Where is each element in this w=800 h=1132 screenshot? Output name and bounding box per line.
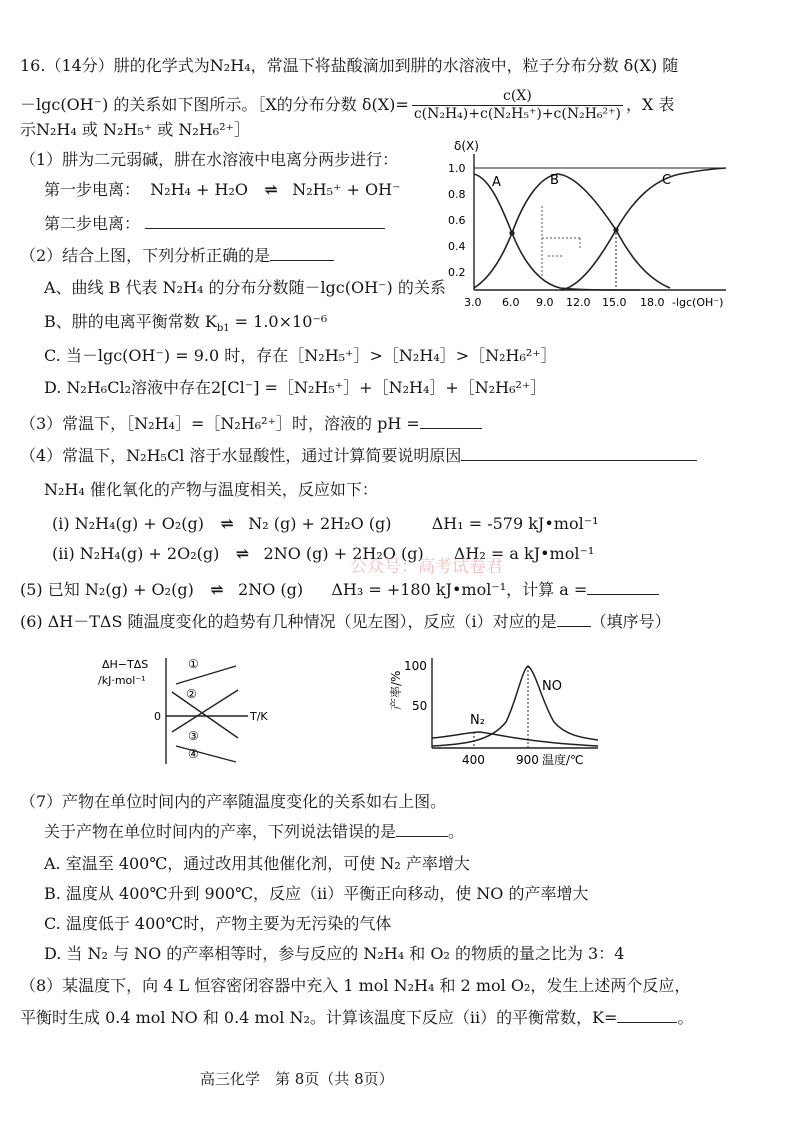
part3 bbox=[20, 414, 482, 434]
gibbs-trend-chart bbox=[96, 652, 286, 770]
equilibrium-arrow-icon: ⇌ bbox=[210, 580, 222, 599]
curve-c-label: C bbox=[662, 173, 672, 188]
chart2-ylabel-unit: /kJ·mol⁻¹ bbox=[98, 674, 146, 687]
step1-lhs: N₂H₄ + H₂O bbox=[150, 180, 249, 199]
part7-question-text: 关于产物在单位时间内的产率，下列说法错误的是 bbox=[44, 822, 397, 841]
part7-answer-blank[interactable] bbox=[396, 822, 448, 837]
reaction-i-dh: ΔH₁ = -579 kJ•mol⁻¹ bbox=[431, 514, 599, 533]
step2-equation bbox=[44, 214, 385, 234]
line-3-label: ③ bbox=[188, 729, 199, 743]
option-7b: B. 温度从 400℃升到 900℃，反应（ii）平衡正向移动，使 NO 的产率增大 bbox=[44, 884, 589, 903]
curve-no bbox=[432, 666, 598, 746]
part7-title: （7）产物在单位时间内的产率随温度变化的关系如右上图。 bbox=[20, 792, 447, 811]
part8-line2 bbox=[20, 1008, 693, 1028]
option-2a: A、曲线 B 代表 N₂H₄ 的分布分数随－lgc(OH⁻) 的关系 bbox=[44, 278, 446, 297]
part7-question-tail: 。 bbox=[448, 822, 465, 841]
distribution-fraction bbox=[412, 88, 623, 123]
step1-label: 第一步电离： bbox=[44, 180, 141, 199]
intersection-ab bbox=[509, 230, 514, 235]
chart2-xlabel: T/K bbox=[250, 710, 268, 723]
part2-answer-blank[interactable] bbox=[270, 246, 334, 261]
chart1-ytick: 0.6 bbox=[448, 214, 466, 227]
reaction-ii-rhs: 2NO (g) + 2H₂O (g) bbox=[263, 544, 424, 563]
reaction-i-lhs: (i) N₂H₄(g) + O₂(g) bbox=[52, 514, 205, 533]
reaction-i bbox=[52, 514, 599, 534]
reaction-ii-lhs: (ii) N₂H₄(g) + 2O₂(g) bbox=[52, 544, 220, 563]
watermark: 公众号：高考试卷君 bbox=[350, 557, 503, 577]
part5-dh: ΔH₃ = +180 kJ•mol⁻¹，计算 a = bbox=[331, 580, 588, 599]
fraction-denominator: c(N₂H₄)+c(N₂H₅⁺)+c(N₂H₆²⁺) bbox=[413, 106, 622, 122]
chart1-ytick: 0.4 bbox=[448, 240, 466, 253]
chart2-ylabel: ΔH−TΔS bbox=[102, 658, 149, 671]
curve-b bbox=[474, 174, 670, 288]
part8-line2-text: 平衡时生成 0.4 mol NO 和 0.4 mol N₂。计算该温度下反应（ii）的平衡常数，K= bbox=[20, 1008, 618, 1027]
q16-line1: 16.（14分）肼的化学式为N₂H₄，常温下将盐酸滴加到肼的水溶液中，粒子分布分数 δ(X) 随 bbox=[20, 56, 679, 75]
option-2b-value: = 1.0×10⁻⁶ bbox=[229, 312, 328, 331]
part3-answer-blank[interactable] bbox=[420, 414, 482, 429]
chart1-xlabel: -lgc(OH⁻) bbox=[672, 296, 724, 309]
chart1-ytick: 0.2 bbox=[448, 266, 466, 279]
chart1-xtick: 3.0 bbox=[464, 296, 482, 309]
part6-answer-blank[interactable] bbox=[557, 612, 591, 627]
option-2c: C. 当－lgc(OH⁻) = 9.0 时，存在［N₂H₅⁺］>［N₂H₄］>［N₂H₆²⁺］ bbox=[44, 346, 557, 365]
yield-temperature-chart bbox=[384, 652, 624, 772]
chart1-ytick: 0.8 bbox=[448, 188, 466, 201]
option-2b bbox=[44, 312, 328, 335]
part4-answer-blank[interactable] bbox=[461, 446, 697, 461]
option-2d: D. N₂H₆Cl₂溶液中存在2[Cl⁻] =［N₂H₅⁺］+［N₂H₄］+［N₂H₆²⁺］ bbox=[44, 378, 547, 397]
chart3-ylabel: 产率/% bbox=[389, 670, 403, 710]
reaction-ii-dh: ΔH₂ = a kJ•mol⁻¹ bbox=[453, 544, 595, 563]
curve-a-label: A bbox=[492, 175, 501, 190]
fraction-numerator: c(X) bbox=[412, 88, 623, 106]
chart1-xticks bbox=[464, 296, 723, 309]
q16-line2-text: －lgc(OH⁻) 的关系如下图所示。［X的分布分数 δ(X)= bbox=[20, 95, 409, 114]
part5 bbox=[20, 580, 659, 600]
equilibrium-arrow-icon: ⇌ bbox=[264, 180, 276, 199]
intersection-bc bbox=[613, 227, 618, 232]
distribution-fraction-chart bbox=[440, 138, 750, 316]
chart1-xtick: 12.0 bbox=[566, 296, 591, 309]
option-7c: C. 温度低于 400℃时，产物主要为无污染的气体 bbox=[44, 914, 392, 933]
page-footer: 高三化学 第 8页（共 8页） bbox=[200, 1070, 394, 1088]
part8-line1: （8）某温度下，向 4 L 恒容密闭容器中充入 1 mol N₂H₄ 和 2 mol O₂，发生上述两个反应， bbox=[20, 976, 691, 995]
part5-rhs: 2NO (g) bbox=[238, 580, 304, 599]
chart1-xtick: 9.0 bbox=[536, 296, 554, 309]
chart1-xtick: 18.0 bbox=[640, 296, 665, 309]
part2-title-text: （2）结合上图，下列分析正确的是 bbox=[20, 246, 271, 265]
line-3 bbox=[172, 692, 238, 738]
chart1-xtick: 6.0 bbox=[502, 296, 520, 309]
chart1-ytick: 1.0 bbox=[448, 162, 466, 175]
q16-line3: 示N₂H₄ 或 N₂H₅⁺ 或 N₂H₆²⁺］ bbox=[20, 120, 250, 139]
part1-title: （1）肼为二元弱碱，肼在水溶液中电离分两步进行： bbox=[20, 150, 399, 169]
chart3-xtick: 900 bbox=[516, 753, 539, 767]
option-7d: D. 当 N₂ 与 NO 的产率相等时，参与反应的 N₂H₄ 和 O₂ 的物质的量之比为 3：4 bbox=[44, 944, 625, 963]
equilibrium-arrow-icon: ⇌ bbox=[220, 514, 232, 533]
step1-rhs: N₂H₅⁺ + OH⁻ bbox=[292, 180, 401, 199]
part2-title bbox=[20, 246, 334, 266]
q16-line2-tail: ，X 表 bbox=[626, 95, 675, 114]
reaction-ii bbox=[52, 544, 594, 564]
curve-no-label: NO bbox=[542, 679, 562, 694]
option-2b-text: B、肼的电离平衡常数 K bbox=[44, 312, 217, 331]
line-4 bbox=[176, 746, 236, 762]
reactions-intro: N₂H₄ 催化氧化的产物与温度相关，反应如下： bbox=[44, 480, 378, 499]
part6-tail: （填序号） bbox=[590, 612, 671, 631]
equilibrium-arrow-icon: ⇌ bbox=[235, 544, 248, 563]
line-2 bbox=[172, 690, 238, 732]
chart3-ytick: 50 bbox=[412, 699, 428, 713]
part6 bbox=[20, 612, 671, 632]
part5-answer-blank[interactable] bbox=[587, 580, 659, 595]
part3-text: （3）常温下，［N₂H₄］=［N₂H₆²⁺］时，溶液的 pH = bbox=[20, 414, 420, 433]
chart3-ytick: 100 bbox=[404, 659, 427, 673]
chart1-xtick: 15.0 bbox=[602, 296, 627, 309]
chart3-xtick: 400 bbox=[462, 753, 485, 767]
curve-b-label: B bbox=[550, 173, 559, 188]
chart3-xlabel: 温度/℃ bbox=[542, 753, 584, 767]
part4 bbox=[20, 446, 697, 466]
line-2-label: ② bbox=[186, 687, 197, 701]
part4-text: （4）常温下，N₂H₅Cl 溶于水显酸性，通过计算简要说明原因 bbox=[20, 446, 462, 465]
part5-lhs: (5) 已知 N₂(g) + O₂(g) bbox=[20, 580, 194, 599]
step2-label: 第二步电离： bbox=[44, 214, 141, 233]
q16-line2 bbox=[20, 88, 675, 123]
part6-text: (6) ΔH－TΔS 随温度变化的趋势有几种情况（见左图），反应（i）对应的是 bbox=[20, 612, 557, 631]
part8-line2-tail: 。 bbox=[677, 1008, 694, 1027]
option-2b-subscript: b1 bbox=[216, 323, 230, 335]
line-4-label: ④ bbox=[188, 747, 199, 761]
line-1 bbox=[176, 666, 236, 684]
step2-answer-blank[interactable] bbox=[145, 214, 385, 229]
chart1-ylabel: δ(X) bbox=[454, 139, 479, 153]
step1-equation bbox=[44, 180, 401, 200]
option-7a: A. 室温至 400℃，通过改用其他催化剂，可使 N₂ 产率增大 bbox=[44, 854, 470, 873]
part7-question bbox=[44, 822, 464, 842]
line-1-label: ① bbox=[188, 657, 199, 671]
curve-n2-label: N₂ bbox=[470, 713, 485, 728]
part8-answer-blank[interactable] bbox=[617, 1008, 677, 1023]
chart2-zero: 0 bbox=[154, 710, 161, 723]
curve-c bbox=[560, 168, 726, 290]
reaction-i-rhs: N₂ (g) + 2H₂O (g) bbox=[248, 514, 392, 533]
